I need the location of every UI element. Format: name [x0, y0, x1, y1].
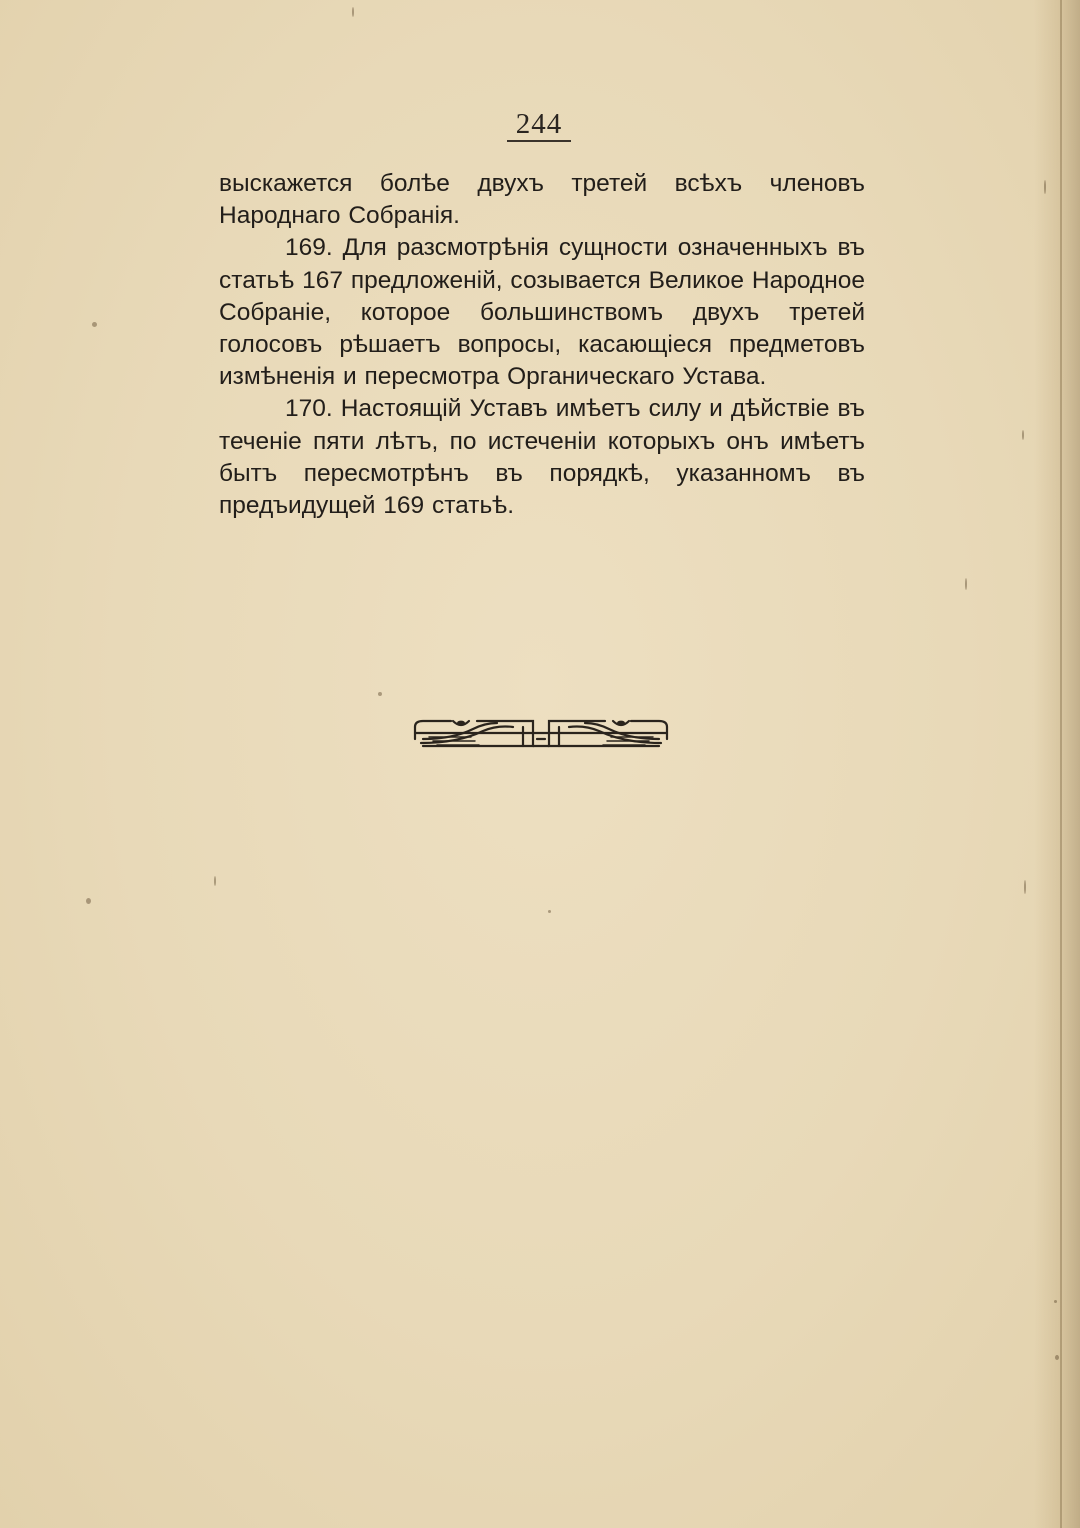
paper-speck: [92, 322, 97, 327]
paper-speck: [214, 876, 216, 886]
paper-speck: [1044, 180, 1046, 194]
page-number: 244: [515, 108, 563, 140]
paragraph-continuation: выскажется болѣе двухъ третей всѣхъ членовъ Народнаго Собранія.: [219, 170, 865, 230]
paper-speck: [1022, 430, 1024, 440]
paper-speck: [86, 898, 91, 904]
text-body: [219, 168, 865, 522]
paragraph-article-170: 170. Настоящій Уставъ имѣетъ силу и дѣйствіе въ теченіе пяти лѣтъ, по истеченіи которыхъ онъ имѣетъ бытъ пересмотрѣнъ въ порядкѣ, указанномъ въ предъидущей 169 статьѣ.: [219, 395, 865, 520]
paragraph-article-169: 169. Для разсмотрѣнія сущности означенныхъ въ статьѣ 167 предложеній, созывается Великое Народное Собраніе, которое большинствомъ двухъ третей голосовъ рѣшаетъ вопросы, касающіеся предметовъ измѣненія и пересмотра Органическаго Устава.: [219, 234, 865, 391]
paper-speck: [548, 910, 551, 913]
page-number-rule: [507, 140, 571, 142]
paper-speck: [1054, 1300, 1057, 1303]
paper-speck: [352, 7, 354, 17]
page-edge-line: [1060, 0, 1062, 1528]
tailpiece-ornament-icon: [413, 717, 669, 749]
paper-speck: [1024, 880, 1026, 894]
paper-speck: [1055, 1355, 1059, 1360]
paper-speck: [965, 578, 967, 590]
page-edge-shadow: [1034, 0, 1080, 1528]
paper-speck: [378, 692, 382, 696]
